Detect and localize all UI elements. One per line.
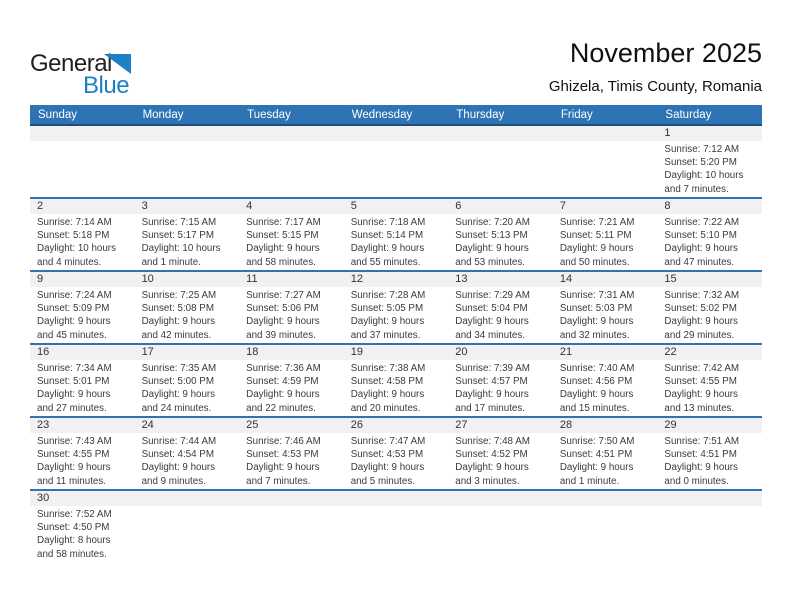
daylight-text-line1: Daylight: 9 hours [664,243,738,255]
daylight-text-line2: and 47 minutes. [664,256,735,268]
daylight-text-line1: Daylight: 9 hours [455,243,529,255]
day-cell [239,199,344,270]
sunset-text: Sunset: 4:52 PM [455,449,528,461]
day-cell [239,418,344,489]
sunrise-text: Sunrise: 7:12 AM [664,144,740,155]
day-cell [344,345,449,416]
sunrise-text: Sunrise: 7:46 AM [246,436,321,447]
day-number: 12 [344,272,449,287]
day-cell [30,272,135,343]
day-cell [553,272,658,343]
sunrise-text: Sunrise: 7:36 AM [246,363,321,374]
day-details [448,141,553,197]
daylight-text-line2: and 32 minutes. [559,329,630,341]
sunset-text: Sunset: 5:02 PM [664,303,737,315]
day-cell [553,345,658,416]
sunrise-text: Sunrise: 7:24 AM [37,290,112,301]
day-details [553,214,658,270]
sunrise-text: Sunrise: 7:42 AM [664,363,740,374]
sunset-text: Sunset: 5:01 PM [37,376,110,388]
daylight-text-line1: Daylight: 9 hours [246,389,320,401]
weekday-header-row [30,105,762,126]
daylight-text-line1: Daylight: 9 hours [246,462,320,474]
day-details [30,433,135,489]
sunset-text: Sunset: 5:06 PM [246,303,319,315]
daylight-text-line1: Daylight: 9 hours [350,316,425,328]
day-details [30,506,135,562]
day-number [657,491,762,506]
day-details [135,506,240,562]
day-details [344,433,449,489]
daylight-text-line1: Daylight: 8 hours [37,535,111,547]
weekday-header-monday: Monday [142,109,184,121]
daylight-text-line2: and 58 minutes. [246,256,316,268]
logo-text-general: General [30,50,112,77]
day-cell [448,345,553,416]
sunset-text: Sunset: 5:05 PM [350,303,424,315]
day-cell [657,491,762,562]
daylight-text-line1: Daylight: 9 hours [350,243,425,255]
day-cell [344,491,449,562]
daylight-text-line2: and 29 minutes. [664,329,735,341]
weekday-header-friday: Friday [560,109,593,121]
sunset-text: Sunset: 4:55 PM [37,449,110,461]
day-details [344,360,449,416]
sunset-text: Sunset: 5:14 PM [350,230,424,242]
sunset-text: Sunset: 5:04 PM [455,303,528,315]
day-cell [30,126,135,197]
daylight-text-line2: and 1 minute. [141,256,201,268]
day-number [344,491,449,506]
day-details [30,287,135,343]
day-details [657,360,762,416]
day-number [344,126,449,141]
day-cell [344,199,449,270]
sunrise-text: Sunrise: 7:39 AM [455,363,530,374]
daylight-text-line1: Daylight: 9 hours [246,243,320,255]
week-row [30,416,762,489]
day-number: 22 [657,345,762,360]
day-number: 16 [30,345,135,360]
day-details [30,214,135,270]
sunset-text: Sunset: 5:11 PM [559,230,632,242]
day-cell [657,272,762,343]
day-number: 28 [553,418,658,433]
day-cell [30,345,135,416]
daylight-text-line2: and 50 minutes. [559,256,630,268]
sunrise-text: Sunrise: 7:25 AM [141,290,217,301]
day-cell [448,418,553,489]
sunset-text: Sunset: 5:03 PM [559,303,633,315]
day-number: 18 [239,345,344,360]
daylight-text-line1: Daylight: 9 hours [664,316,738,328]
day-number: 20 [448,345,553,360]
day-details [239,360,344,416]
daylight-text-line2: and 37 minutes. [350,329,421,341]
day-cell [553,126,658,197]
sunrise-text: Sunrise: 7:22 AM [664,217,740,228]
daylight-text-line1: Daylight: 9 hours [350,389,425,401]
week-row [30,126,762,197]
day-cell [135,418,240,489]
sunset-text: Sunset: 5:09 PM [37,303,110,315]
day-cell [239,126,344,197]
sunrise-text: Sunrise: 7:28 AM [350,290,426,301]
daylight-text-line2: and 1 minute. [559,475,620,487]
daylight-text-line2: and 55 minutes. [350,256,421,268]
day-details [135,360,240,416]
day-cell [239,491,344,562]
sunrise-text: Sunrise: 7:51 AM [664,436,740,447]
day-number: 15 [657,272,762,287]
daylight-text-line2: and 20 minutes. [350,402,421,414]
sunrise-text: Sunrise: 7:43 AM [37,436,112,447]
day-cell [344,418,449,489]
day-details [657,506,762,562]
sunset-text: Sunset: 4:58 PM [350,376,424,388]
day-number: 13 [448,272,553,287]
day-details [344,506,449,562]
day-details [239,506,344,562]
day-details [344,141,449,197]
day-cell [30,418,135,489]
sunrise-text: Sunrise: 7:21 AM [559,217,635,228]
day-number: 2 [30,199,135,214]
day-cell [135,345,240,416]
day-cell [553,199,658,270]
day-number [135,491,240,506]
day-details [448,214,553,270]
daylight-text-line1: Daylight: 9 hours [141,389,216,401]
day-cell [448,199,553,270]
day-cell [30,491,135,562]
sunrise-text: Sunrise: 7:15 AM [141,217,217,228]
day-number [30,126,135,141]
sunrise-text: Sunrise: 7:48 AM [455,436,530,447]
weekday-header-thursday: Thursday [456,109,505,121]
day-cell [448,272,553,343]
sunset-text: Sunset: 4:53 PM [246,449,319,461]
day-number: 30 [30,491,135,506]
day-number [448,491,553,506]
day-details [448,360,553,416]
daylight-text-line1: Daylight: 9 hours [37,316,111,328]
sunrise-text: Sunrise: 7:35 AM [141,363,217,374]
daylight-text-line2: and 17 minutes. [455,402,525,414]
day-number: 4 [239,199,344,214]
logo-text-blue: Blue [83,72,130,99]
daylight-text-line1: Daylight: 10 hours [141,243,221,255]
weekday-header-tuesday: Tuesday [247,109,291,121]
day-cell [344,272,449,343]
sunrise-text: Sunrise: 7:18 AM [350,217,426,228]
day-details [135,141,240,197]
day-number: 6 [448,199,553,214]
sunset-text: Sunset: 4:54 PM [141,449,214,461]
sunrise-text: Sunrise: 7:31 AM [559,290,635,301]
day-number [239,126,344,141]
day-details [657,214,762,270]
daylight-text-line2: and 7 minutes. [246,475,311,487]
week-row [30,270,762,343]
sunrise-text: Sunrise: 7:52 AM [37,509,112,520]
day-details [239,433,344,489]
daylight-text-line1: Daylight: 9 hours [455,316,529,328]
day-details [553,360,658,416]
day-number: 11 [239,272,344,287]
daylight-text-line2: and 5 minutes. [350,475,415,487]
day-details [239,214,344,270]
day-number: 10 [135,272,240,287]
day-number: 1 [657,126,762,141]
day-cell [135,126,240,197]
daylight-text-line2: and 45 minutes. [37,329,107,341]
sunrise-text: Sunrise: 7:44 AM [141,436,217,447]
sunrise-text: Sunrise: 7:32 AM [664,290,740,301]
day-number: 9 [30,272,135,287]
daylight-text-line1: Daylight: 9 hours [559,243,634,255]
daylight-text-line2: and 53 minutes. [455,256,525,268]
day-details [553,141,658,197]
day-cell [448,126,553,197]
week-row [30,489,762,562]
day-number [135,126,240,141]
daylight-text-line2: and 42 minutes. [141,329,212,341]
day-details [448,506,553,562]
daylight-text-line2: and 58 minutes. [37,548,107,560]
location-subtitle: Ghizela, Timis County, Romania [548,78,762,95]
sunrise-text: Sunrise: 7:34 AM [37,363,112,374]
day-number: 21 [553,345,658,360]
daylight-text-line2: and 9 minutes. [141,475,206,487]
day-number: 26 [344,418,449,433]
day-cell [553,418,658,489]
day-details [30,360,135,416]
daylight-text-line1: Daylight: 9 hours [141,462,216,474]
weekday-header-sunday: Sunday [38,109,78,121]
sunset-text: Sunset: 4:59 PM [246,376,319,388]
sunrise-text: Sunrise: 7:14 AM [37,217,112,228]
day-details [135,214,240,270]
day-cell [135,491,240,562]
sunset-text: Sunset: 5:17 PM [141,230,214,242]
general-blue-logo [30,46,150,98]
sunset-text: Sunset: 4:51 PM [559,449,633,461]
week-row [30,343,762,416]
day-details [239,141,344,197]
day-number [553,126,658,141]
sunset-text: Sunset: 5:08 PM [141,303,214,315]
daylight-text-line2: and 0 minutes. [664,475,729,487]
sunset-text: Sunset: 4:51 PM [664,449,737,461]
sunset-text: Sunset: 4:57 PM [455,376,528,388]
week-row [30,197,762,270]
daylight-text-line2: and 13 minutes. [664,402,735,414]
day-details [553,287,658,343]
sunrise-text: Sunrise: 7:40 AM [559,363,635,374]
daylight-text-line2: and 27 minutes. [37,402,107,414]
day-number: 29 [657,418,762,433]
day-details [135,287,240,343]
daylight-text-line2: and 34 minutes. [455,329,525,341]
daylight-text-line1: Daylight: 9 hours [559,462,634,474]
month-title: November 2025 [569,38,762,68]
day-number: 25 [239,418,344,433]
daylight-text-line1: Daylight: 9 hours [664,389,738,401]
sunset-text: Sunset: 5:18 PM [37,230,110,242]
weekday-header-saturday: Saturday [665,109,712,121]
daylight-text-line1: Daylight: 9 hours [246,316,320,328]
day-cell [30,199,135,270]
day-details [344,214,449,270]
day-cell [239,272,344,343]
day-details [657,287,762,343]
day-number: 24 [135,418,240,433]
daylight-text-line1: Daylight: 10 hours [664,170,744,182]
day-cell [344,126,449,197]
day-number: 8 [657,199,762,214]
daylight-text-line1: Daylight: 9 hours [455,462,529,474]
day-number [553,491,658,506]
calendar-grid [30,126,762,562]
sunset-text: Sunset: 4:50 PM [37,522,110,534]
sunset-text: Sunset: 5:00 PM [141,376,214,388]
daylight-text-line1: Daylight: 9 hours [559,316,634,328]
day-cell [239,345,344,416]
day-number [239,491,344,506]
daylight-text-line2: and 7 minutes. [664,183,729,195]
sunrise-text: Sunrise: 7:17 AM [246,217,321,228]
sunset-text: Sunset: 5:20 PM [664,157,737,169]
sunset-text: Sunset: 4:53 PM [350,449,424,461]
daylight-text-line1: Daylight: 9 hours [664,462,738,474]
day-cell [657,126,762,197]
sunrise-text: Sunrise: 7:50 AM [559,436,635,447]
day-cell [553,491,658,562]
daylight-text-line1: Daylight: 9 hours [37,389,111,401]
day-number: 19 [344,345,449,360]
daylight-text-line1: Daylight: 10 hours [37,243,116,255]
day-cell [135,272,240,343]
day-number [448,126,553,141]
sunrise-text: Sunrise: 7:20 AM [455,217,530,228]
day-details [135,433,240,489]
sunset-text: Sunset: 5:13 PM [455,230,528,242]
sunrise-text: Sunrise: 7:47 AM [350,436,426,447]
day-details [448,287,553,343]
day-details [448,433,553,489]
daylight-text-line1: Daylight: 9 hours [37,462,111,474]
sunrise-text: Sunrise: 7:38 AM [350,363,426,374]
day-details [553,506,658,562]
day-details [657,141,762,197]
day-details [657,433,762,489]
weekday-header-wednesday: Wednesday [351,109,413,121]
daylight-text-line1: Daylight: 9 hours [455,389,529,401]
daylight-text-line2: and 22 minutes. [246,402,316,414]
day-cell [135,199,240,270]
day-number: 7 [553,199,658,214]
day-cell [657,418,762,489]
day-cell [448,491,553,562]
daylight-text-line2: and 15 minutes. [559,402,630,414]
day-number: 27 [448,418,553,433]
daylight-text-line1: Daylight: 9 hours [559,389,634,401]
day-number: 3 [135,199,240,214]
sunset-text: Sunset: 4:56 PM [559,376,633,388]
day-number: 14 [553,272,658,287]
day-details [30,141,135,197]
sunrise-text: Sunrise: 7:29 AM [455,290,530,301]
daylight-text-line2: and 24 minutes. [141,402,212,414]
day-details [553,433,658,489]
sunset-text: Sunset: 5:15 PM [246,230,319,242]
sunset-text: Sunset: 4:55 PM [664,376,737,388]
day-number: 5 [344,199,449,214]
daylight-text-line1: Daylight: 9 hours [350,462,425,474]
day-details [344,287,449,343]
daylight-text-line2: and 39 minutes. [246,329,316,341]
calendar [30,105,762,562]
daylight-text-line2: and 3 minutes. [455,475,520,487]
daylight-text-line2: and 4 minutes. [37,256,102,268]
day-details [239,287,344,343]
daylight-text-line1: Daylight: 9 hours [141,316,216,328]
sunrise-text: Sunrise: 7:27 AM [246,290,321,301]
daylight-text-line2: and 11 minutes. [37,475,106,487]
sunset-text: Sunset: 5:10 PM [664,230,737,242]
day-cell [657,199,762,270]
day-number: 17 [135,345,240,360]
day-cell [657,345,762,416]
day-number: 23 [30,418,135,433]
